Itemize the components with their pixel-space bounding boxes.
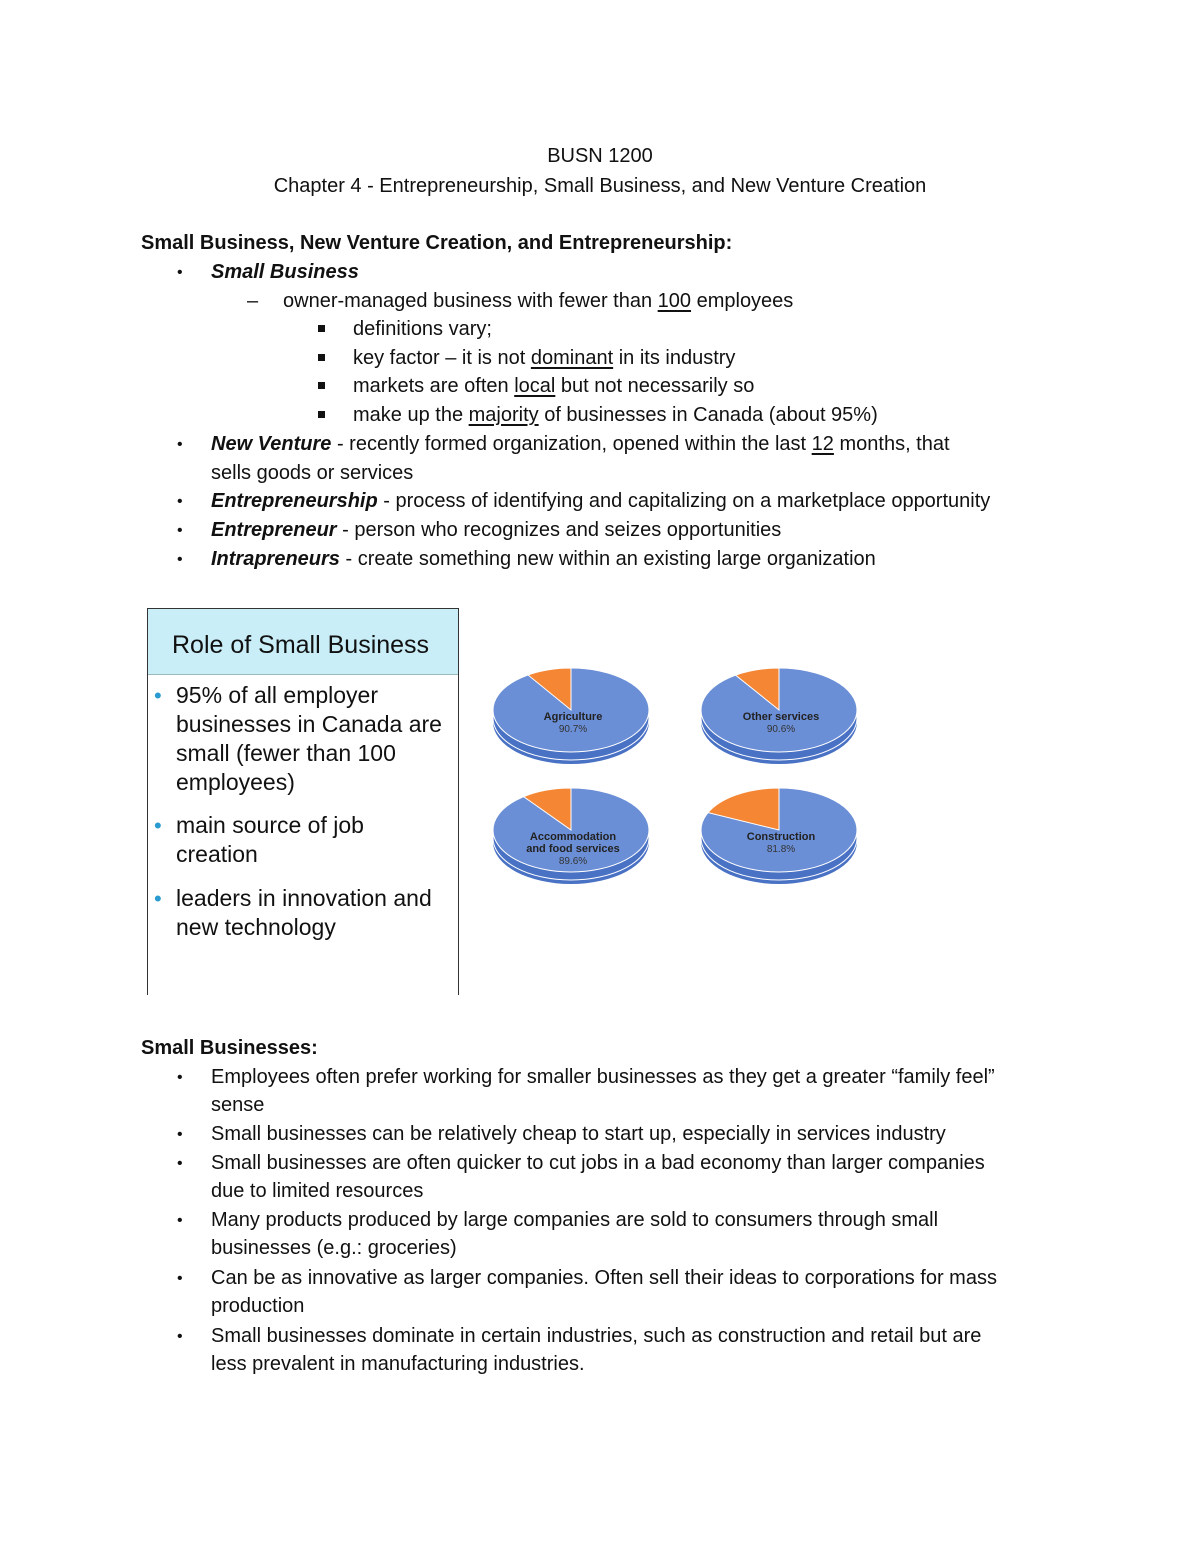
underlined: dominant (530, 347, 614, 369)
square-bullet (318, 411, 325, 418)
line: leaders in innovation and (176, 885, 432, 911)
sub-item (353, 347, 735, 370)
line: 95% of all employer (176, 682, 378, 708)
list-item-line: Many products produced by large companies are sold to consumers through small (211, 1209, 939, 1231)
underlined: majority (468, 404, 539, 426)
underlined: 100 (657, 290, 692, 312)
section-heading: Small Business, New Venture Creation, and Entrepreneurship: (141, 232, 733, 254)
bullet: • (177, 493, 183, 510)
bullet: • (177, 1328, 183, 1345)
pie-label: Construction (746, 831, 816, 843)
chapter-title: Chapter 4 - Entrepreneurship, Small Business, and New Venture Creation (273, 175, 927, 197)
slide-bullet (176, 884, 432, 942)
pie-label: Other services (742, 711, 820, 723)
pie-label: Accommodation (529, 831, 617, 843)
underlined: 12 (811, 433, 834, 455)
term: New Venture (211, 433, 332, 455)
line: creation (176, 841, 258, 867)
sub-item (353, 404, 878, 427)
bullet: • (177, 264, 183, 281)
text: - create something new within an existing large organization (339, 548, 876, 570)
text: owner-managed business with fewer than (283, 290, 658, 312)
text: but not necessarily so (555, 375, 755, 397)
bullet: • (154, 683, 162, 708)
text: - person who recognizes and seizes opportunities (336, 519, 782, 541)
bullet: • (177, 436, 183, 453)
pie-value-label: 90.7% (558, 724, 588, 735)
line: small (fewer than 100 (176, 740, 396, 766)
pie-value-label: 81.8% (766, 844, 796, 855)
bullet: • (177, 522, 183, 539)
slide-bullet (176, 811, 364, 869)
list-item-line: Small businesses are often quicker to cut jobs in a bad economy than larger companies (211, 1152, 985, 1174)
bullet: • (177, 1126, 183, 1143)
term: Entrepreneurship (211, 490, 378, 512)
underlined: local (514, 375, 556, 397)
text: in its industry (613, 347, 736, 369)
bullet: • (177, 1212, 183, 1229)
term-small-business: Small Business (211, 261, 359, 283)
bullet: • (177, 1155, 183, 1172)
small-business-definition (283, 290, 793, 313)
list-item-line: Employees often prefer working for smaller businesses as they get a greater “family feel” (211, 1066, 995, 1088)
dash: – (247, 290, 259, 312)
sub-item (353, 375, 754, 398)
square-bullet (318, 354, 325, 361)
square-bullet (318, 382, 325, 389)
list-item-line: production (211, 1295, 305, 1317)
bullet: • (177, 1270, 183, 1287)
pie-value-label: 89.6% (558, 856, 588, 867)
new-venture-item (211, 433, 950, 456)
text: make up the (353, 404, 469, 426)
square-bullet (318, 325, 325, 332)
bullet: • (154, 813, 162, 838)
line: main source of job (176, 812, 364, 838)
line: businesses in Canada are (176, 711, 442, 737)
list-item-line: Small businesses can be relatively cheap to start up, especially in services industry (211, 1123, 946, 1145)
line: employees) (176, 769, 295, 795)
list-item-line: businesses (e.g.: groceries) (211, 1237, 457, 1259)
list-item-line: due to limited resources (211, 1180, 424, 1202)
pie-charts (485, 660, 865, 910)
line: new technology (176, 914, 336, 940)
text: of businesses in Canada (about 95%) (538, 404, 878, 426)
bullet: • (154, 886, 162, 911)
entrepreneurship-item (211, 490, 990, 513)
intrapreneurs-item (211, 548, 876, 571)
term: Entrepreneur (211, 519, 337, 541)
slide-bullet (176, 681, 442, 797)
bullet: • (177, 551, 183, 568)
pie-value-label: 90.6% (766, 724, 796, 735)
section-heading: Small Businesses: (141, 1037, 318, 1059)
list-item-line: Small businesses dominate in certain industries, such as construction and retail but are (211, 1325, 982, 1347)
text: key factor – it is not (353, 347, 531, 369)
text: employees (691, 290, 794, 312)
term: Intrapreneurs (211, 548, 340, 570)
text: - process of identifying and capitalizing on a marketplace opportunity (377, 490, 991, 512)
pie-label: and food services (526, 843, 620, 855)
entrepreneur-item (211, 519, 781, 542)
course-code: BUSN 1200 (547, 145, 653, 167)
pie-label: Agriculture (543, 711, 603, 723)
slide-title: Role of Small Business (148, 609, 458, 675)
text: markets are often (353, 375, 515, 397)
list-item-line: sense (211, 1094, 265, 1116)
sub-item (353, 318, 492, 341)
text: - recently formed organization, opened within the last (331, 433, 812, 455)
text: months, that (833, 433, 950, 455)
list-item-line: less prevalent in manufacturing industries. (211, 1353, 585, 1375)
text: definitions vary; (353, 318, 492, 340)
slide-role-of-small-business (147, 608, 459, 995)
bullet: • (177, 1069, 183, 1086)
list-item-line: Can be as innovative as larger companies. Often sell their ideas to corporations for mass (211, 1267, 997, 1289)
new-venture-line2: sells goods or services (211, 462, 414, 484)
